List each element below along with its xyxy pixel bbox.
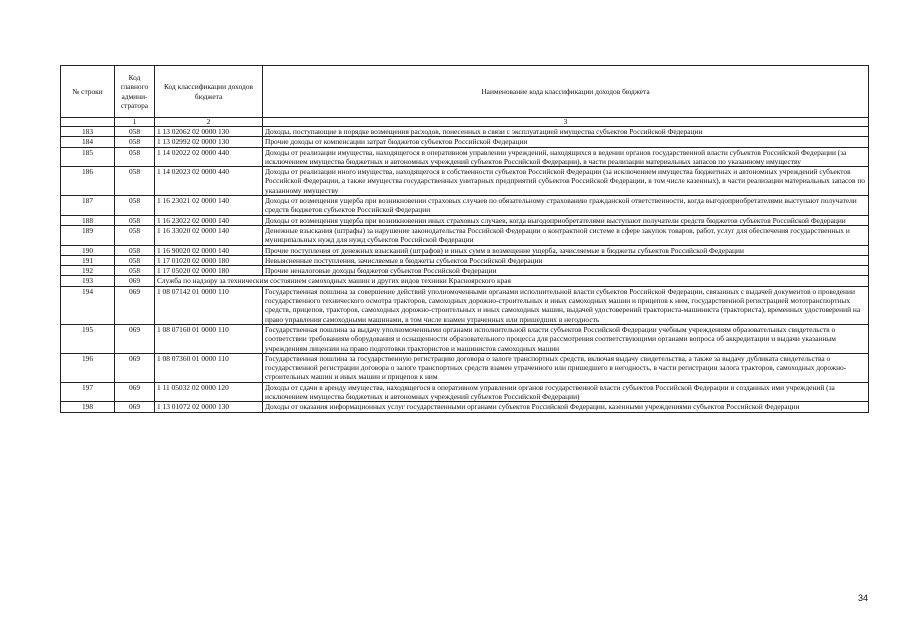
code-name: Доходы, поступающие в порядке возмещения расходов, понесенных в связи с эксплуатацией имущества субъектов Российской Федерации — [263, 127, 869, 137]
table-row — [61, 382, 869, 402]
classification-code: 1 08 07360 01 0000 110 — [155, 353, 263, 382]
row-number: 195 — [61, 324, 115, 353]
table-row — [61, 147, 869, 167]
header-classification-code: Код классификации доходов бюджета — [155, 66, 263, 118]
row-number: 194 — [61, 286, 115, 324]
classification-code: 1 13 02062 02 0000 130 — [155, 127, 263, 137]
admin-code: 058 — [115, 255, 155, 265]
row-number: 197 — [61, 382, 115, 402]
classification-code: 1 16 33020 02 0000 140 — [155, 225, 263, 245]
table-row — [61, 215, 869, 225]
admin-code: 069 — [115, 286, 155, 324]
code-name: Прочие поступления от денежных взысканий (штрафов) и иных сумм в возмещение ущерба, зачисляемые в бюджеты субъектов Российской Федерации — [263, 245, 869, 255]
header-row-number: № строки — [61, 66, 115, 118]
column-number-row — [61, 118, 869, 127]
row-number: 193 — [61, 276, 115, 286]
row-number: 196 — [61, 353, 115, 382]
classification-code: 1 14 02022 02 0000 440 — [155, 147, 263, 167]
row-number: 184 — [61, 137, 115, 147]
classification-code: 1 14 02023 02 0000 440 — [155, 167, 263, 196]
admin-code: 058 — [115, 137, 155, 147]
column-number: 3 — [263, 118, 869, 127]
table-row — [61, 245, 869, 255]
table-row — [61, 255, 869, 265]
code-name: Государственная пошлина за совершение действий уполномоченными органами исполнительной власти субъектов Российской Федерации, связанных с выдачей документов о проведении государственного технического осмотра тракторов, самоходных дорожно-строительных и иных самоходных машин и прицепов к ним, государственной регистрацией мототранспортных средств, прицепов, тракторов, самоходных дорожно-строительных и иных самоходных машин, выдачей удостоверений тракториста-машиниста (тракториста), временных удостоверений на право управления самоходными машинами, в том числе взамен утраченных или пришедших в негодность — [263, 286, 869, 324]
row-number: 187 — [61, 196, 115, 216]
code-name: Доходы от возмещения ущерба при возникновении страховых случаев по обязательному страхованию гражданской ответственности, когда выгодоприобретателями выступают получатели средств бюджетов субъектов Российской Федерации — [263, 196, 869, 216]
row-number: 192 — [61, 266, 115, 276]
table-row — [61, 286, 869, 324]
column-number-empty — [61, 118, 115, 127]
table-row — [61, 353, 869, 382]
code-name: Государственная пошлина за государственную регистрацию договора о залоге транспортных средств, включая выдачу свидетельства, а также за выдачу дубликата свидетельства о государственной регистрации договора о залоге транспортных средств взамен утраченного или пришедшего в негодность, в части регистрации залога тракторов, самоходных дорожно-строительных машин и иных машин и прицепов к ним — [263, 353, 869, 382]
code-name: Доходы от сдачи в аренду имущества, находящегося в оперативном управлении органов государственной власти субъектов Российской Федерации и созданных ими учреждений (за исключением имущества бюджетных и автономных учреждений субъектов Российской Федерации) — [263, 382, 869, 402]
table-row — [61, 167, 869, 196]
classification-code: 1 16 90020 02 0000 140 — [155, 245, 263, 255]
classification-code: 1 17 05020 02 0000 180 — [155, 266, 263, 276]
row-number: 186 — [61, 167, 115, 196]
admin-code: 058 — [115, 196, 155, 216]
header-admin-code: Код главного админи-стратора — [115, 66, 155, 118]
column-number: 2 — [155, 118, 263, 127]
admin-code: 058 — [115, 127, 155, 137]
admin-code: 058 — [115, 215, 155, 225]
page-number: 34 — [858, 593, 869, 603]
table-row — [61, 196, 869, 216]
table-row — [61, 266, 869, 276]
admin-code: 069 — [115, 402, 155, 412]
admin-code: 058 — [115, 225, 155, 245]
code-name: Доходы от возмещения ущерба при возникновении иных страховых случаев, когда выгодоприобретателями выступают получатели средств бюджетов субъектов Российской Федерации — [263, 215, 869, 225]
code-name: Доходы от оказания информационных услуг государственными органами субъектов Российской Федерации, казенными учреждениями субъектов Российской Федерации — [263, 402, 869, 412]
column-number: 1 — [115, 118, 155, 127]
header-code-name: Наименование кода классификации доходов бюджета — [263, 66, 869, 118]
admin-code: 058 — [115, 147, 155, 167]
classification-code: 1 13 01072 02 0000 130 — [155, 402, 263, 412]
admin-code: 058 — [115, 266, 155, 276]
row-number: 191 — [61, 255, 115, 265]
row-number: 198 — [61, 402, 115, 412]
admin-code: 069 — [115, 276, 155, 286]
classification-code: 1 08 07160 01 0000 110 — [155, 324, 263, 353]
classification-code: 1 13 02992 02 0000 130 — [155, 137, 263, 147]
document-page — [60, 65, 868, 413]
code-name: Государственная пошлина за выдачу уполномоченными органами исполнительной власти субъектов Российской Федерации учебным учреждениям образовательных свидетельств о соответствии требованиям оборудования и оснащенности образовательного процесса для рассмотрения соответствующими органами вопроса об аккредитации и выдачи указанным учреждениям лицензии на право подготовки трактористов и машинистов самоходных машин — [263, 324, 869, 353]
admin-code: 069 — [115, 353, 155, 382]
code-name: Прочие доходы от компенсации затрат бюджетов субъектов Российской Федерации — [263, 137, 869, 147]
classification-code: 1 17 01020 02 0000 180 — [155, 255, 263, 265]
table-row — [61, 225, 869, 245]
classification-code: 1 16 23022 02 0000 140 — [155, 215, 263, 225]
section-title: Служба по надзору за техническим состоянием самоходных машин и других видов техники Красноярского края — [155, 276, 869, 286]
admin-code: 069 — [115, 324, 155, 353]
admin-code: 069 — [115, 382, 155, 402]
table-row — [61, 402, 869, 412]
classification-code: 1 16 23021 02 0000 140 — [155, 196, 263, 216]
table-row — [61, 127, 869, 137]
code-name: Прочие неналоговые доходы бюджетов субъектов Российской Федерации — [263, 266, 869, 276]
classification-code: 1 08 07142 01 0000 110 — [155, 286, 263, 324]
table-row — [61, 276, 869, 286]
code-name: Невыясненные поступления, зачисляемые в бюджеты субъектов Российской Федерации — [263, 255, 869, 265]
admin-code: 058 — [115, 245, 155, 255]
table-row — [61, 137, 869, 147]
revenue-classification-table — [60, 65, 869, 413]
table-row — [61, 324, 869, 353]
code-name: Доходы от реализации иного имущества, находящегося в собственности субъектов Российской Федерации (за исключением имущества бюджетных и автономных учреждений субъектов Российской Федерации, а также имущества государственных унитарных предприятий субъектов Российской Федерации, в том числе казенных), в части реализации материальных запасов по указанному имуществу — [263, 167, 869, 196]
code-name: Денежные взыскания (штрафы) за нарушение законодательства Российской Федерации о контрактной системе в сфере закупок товаров, работ, услуг для обеспечения государственных и муниципальных нужд для нужд субъектов Российской Федерации — [263, 225, 869, 245]
table-header-row — [61, 66, 869, 118]
row-number: 185 — [61, 147, 115, 167]
admin-code: 058 — [115, 167, 155, 196]
row-number: 190 — [61, 245, 115, 255]
row-number: 189 — [61, 225, 115, 245]
row-number: 183 — [61, 127, 115, 137]
code-name: Доходы от реализации имущества, находящегося в оперативном управлении учреждений, находящихся в ведении органов государственной власти субъектов Российской Федерации (за исключением имущества бюджетных и автономных учреждений субъектов Российской Федерации), в части реализации материальных запасов по указанному имуществу — [263, 147, 869, 167]
row-number: 188 — [61, 215, 115, 225]
classification-code: 1 11 05032 02 0000 120 — [155, 382, 263, 402]
